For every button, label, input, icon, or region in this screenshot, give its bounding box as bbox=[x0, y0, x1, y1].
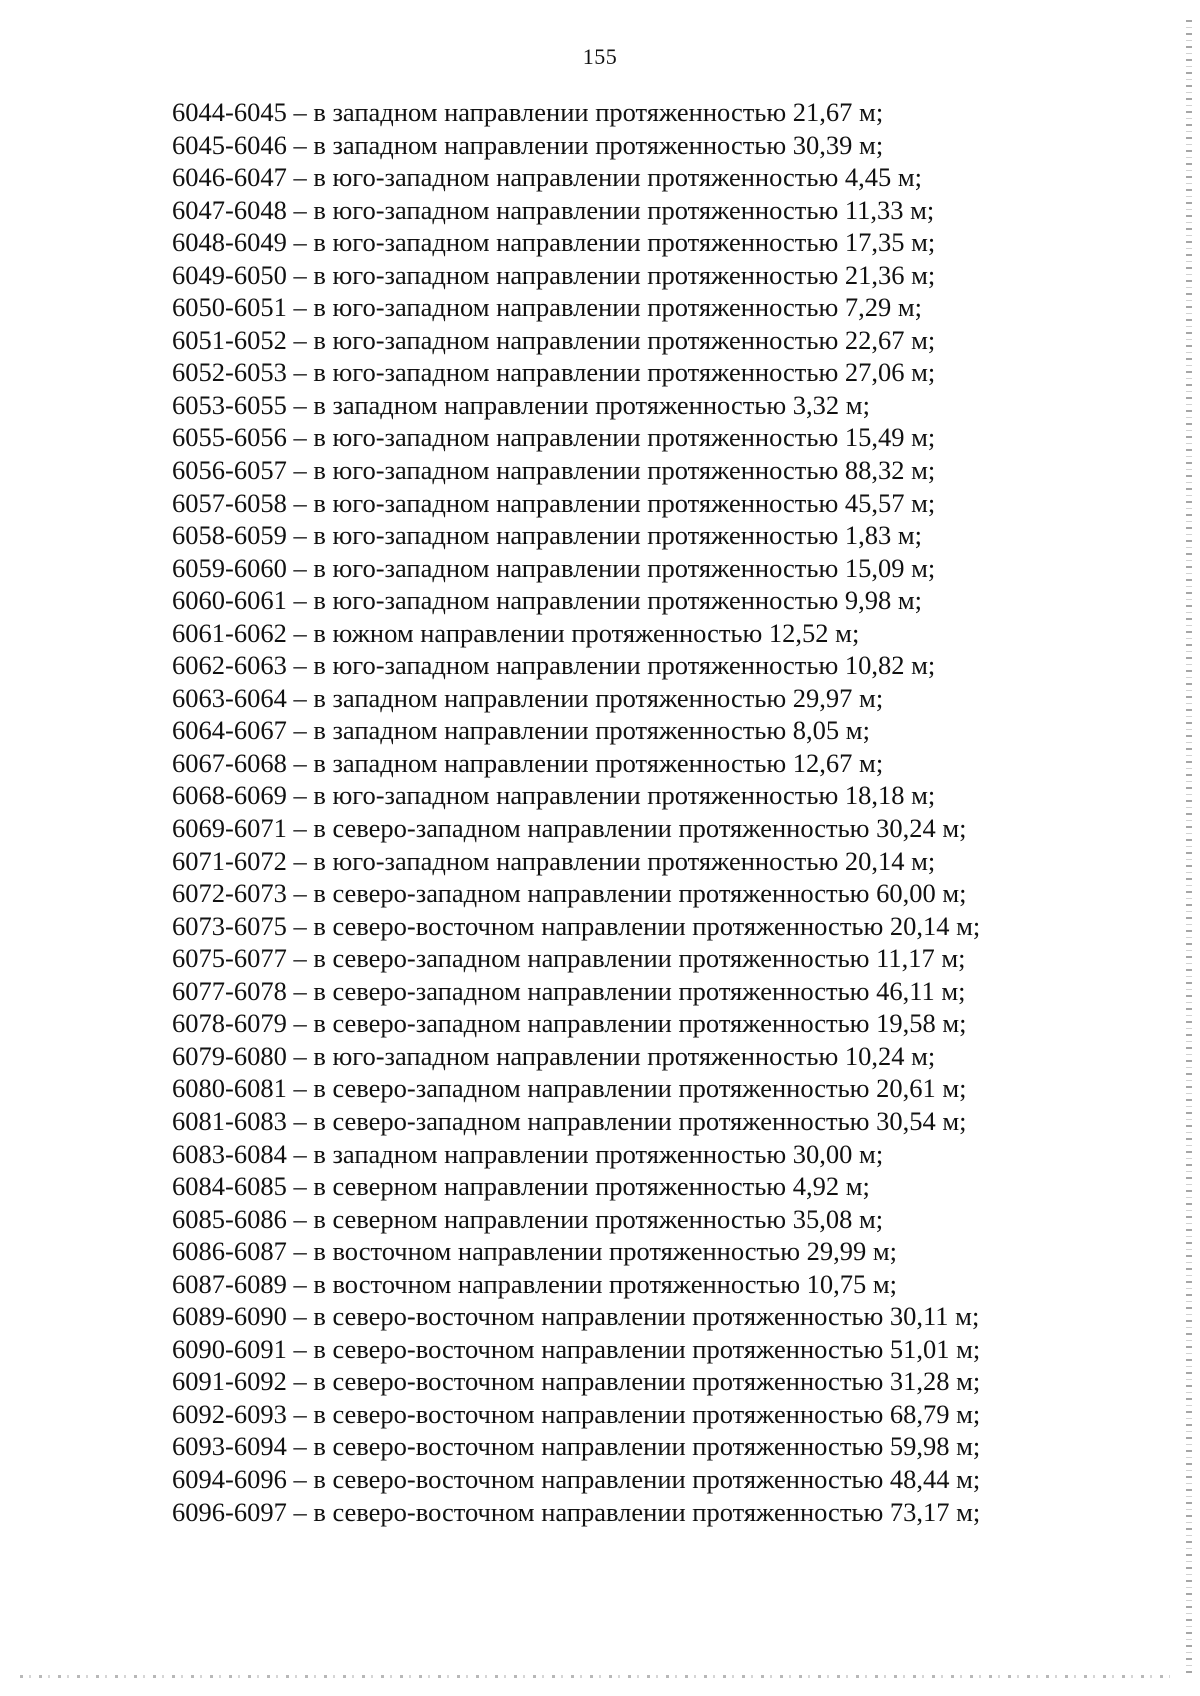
segment-line: 6085-6086 – в северном направлении протяженностью 35,08 м; bbox=[172, 1203, 884, 1234]
segment-line: 6067-6068 – в западном направлении протяженностью 12,67 м; bbox=[172, 747, 884, 778]
segment-line: 6087-6089 – в восточном направлении протяженностью 10,75 м; bbox=[172, 1268, 897, 1299]
segment-line: 6073-6075 – в северо-восточном направлении протяженностью 20,14 м; bbox=[172, 910, 981, 941]
segment-line: 6083-6084 – в западном направлении протяженностью 30,00 м; bbox=[172, 1138, 884, 1169]
segment-line: 6092-6093 – в северо-восточном направлении протяженностью 68,79 м; bbox=[172, 1398, 981, 1429]
segment-line: 6086-6087 – в восточном направлении протяженностью 29,99 м; bbox=[172, 1236, 897, 1267]
segment-line: 6051-6052 – в юго-западном направлении протяженностью 22,67 м; bbox=[172, 324, 936, 355]
segment-line: 6079-6080 – в юго-западном направлении протяженностью 10,24 м; bbox=[172, 1040, 936, 1071]
segment-line: 6077-6078 – в северо-западном направлении протяженностью 46,11 м; bbox=[172, 975, 966, 1006]
segment-line: 6081-6083 – в северо-западном направлении протяженностью 30,54 м; bbox=[172, 1105, 967, 1136]
segment-line: 6072-6073 – в северо-западном направлении протяженностью 60,00 м; bbox=[172, 878, 967, 909]
segment-line: 6048-6049 – в юго-западном направлении протяженностью 17,35 м; bbox=[172, 227, 936, 258]
segment-line: 6078-6079 – в северо-западном направлении протяженностью 19,58 м; bbox=[172, 1008, 967, 1039]
segment-line: 6044-6045 – в западном направлении протяженностью 21,67 м; bbox=[172, 97, 884, 127]
segment-line: 6094-6096 – в северо-восточном направлении протяженностью 48,44 м; bbox=[172, 1463, 981, 1494]
segment-line: 6071-6072 – в юго-западном направлении протяженностью 20,14 м; bbox=[172, 845, 936, 876]
segment-line: 6093-6094 – в северо-восточном направлении протяженностью 59,98 м; bbox=[172, 1431, 981, 1462]
segment-line: 6060-6061 – в юго-западном направлении протяженностью 9,98 м; bbox=[172, 585, 923, 616]
scan-edge-right bbox=[1186, 20, 1192, 1676]
segment-line: 6055-6056 – в юго-западном направлении протяженностью 15,49 м; bbox=[172, 422, 936, 453]
segment-line: 6063-6064 – в западном направлении протяженностью 29,97 м; bbox=[172, 682, 884, 713]
segment-line: 6059-6060 – в юго-западном направлении протяженностью 15,09 м; bbox=[172, 552, 936, 583]
segment-line: 6058-6059 – в юго-западном направлении протяженностью 1,83 м; bbox=[172, 520, 923, 551]
segment-line: 6084-6085 – в северном направлении протяженностью 4,92 м; bbox=[172, 1171, 870, 1202]
segment-line: 6045-6046 – в западном направлении протяженностью 30,39 м; bbox=[172, 129, 884, 160]
segment-line: 6053-6055 – в западном направлении протяженностью 3,32 м; bbox=[172, 389, 870, 420]
segment-line: 6089-6090 – в северо-восточном направлении протяженностью 30,11 м; bbox=[172, 1301, 980, 1332]
scan-edge-bottom bbox=[20, 1675, 1170, 1678]
page-number: 155 bbox=[582, 44, 618, 69]
segment-line: 6069-6071 – в северо-западном направлении протяженностью 30,24 м; bbox=[172, 813, 967, 844]
segment-line: 6096-6097 – в северо-восточном направлении протяженностью 73,17 м; bbox=[172, 1496, 981, 1527]
segment-line: 6049-6050 – в юго-западном направлении протяженностью 21,36 м; bbox=[172, 259, 936, 290]
segment-line: 6046-6047 – в юго-западном направлении протяженностью 4,45 м; bbox=[172, 162, 923, 193]
segment-line: 6064-6067 – в западном направлении протяженностью 8,05 м; bbox=[172, 715, 870, 746]
segment-line: 6062-6063 – в юго-западном направлении протяженностью 10,82 м; bbox=[172, 650, 936, 681]
segment-line: 6090-6091 – в северо-восточном направлении протяженностью 51,01 м; bbox=[172, 1333, 981, 1364]
segment-line: 6080-6081 – в северо-западном направлении протяженностью 20,61 м; bbox=[172, 1073, 967, 1104]
boundary-segment-list bbox=[172, 96, 980, 1528]
segment-line: 6061-6062 – в южном направлении протяженностью 12,52 м; bbox=[172, 617, 860, 648]
segment-line: 6068-6069 – в юго-западном направлении протяженностью 18,18 м; bbox=[172, 780, 936, 811]
segment-line: 6056-6057 – в юго-западном направлении протяженностью 88,32 м; bbox=[172, 455, 936, 486]
segment-line: 6047-6048 – в юго-западном направлении протяженностью 11,33 м; bbox=[172, 194, 935, 225]
segment-line: 6075-6077 – в северо-западном направлении протяженностью 11,17 м; bbox=[172, 943, 966, 974]
segment-line: 6091-6092 – в северо-восточном направлении протяженностью 31,28 м; bbox=[172, 1366, 981, 1397]
segment-line: 6057-6058 – в юго-западном направлении протяженностью 45,57 м; bbox=[172, 487, 936, 518]
segment-line: 6050-6051 – в юго-западном направлении протяженностью 7,29 м; bbox=[172, 292, 923, 323]
segment-line: 6052-6053 – в юго-западном направлении протяженностью 27,06 м; bbox=[172, 357, 936, 388]
